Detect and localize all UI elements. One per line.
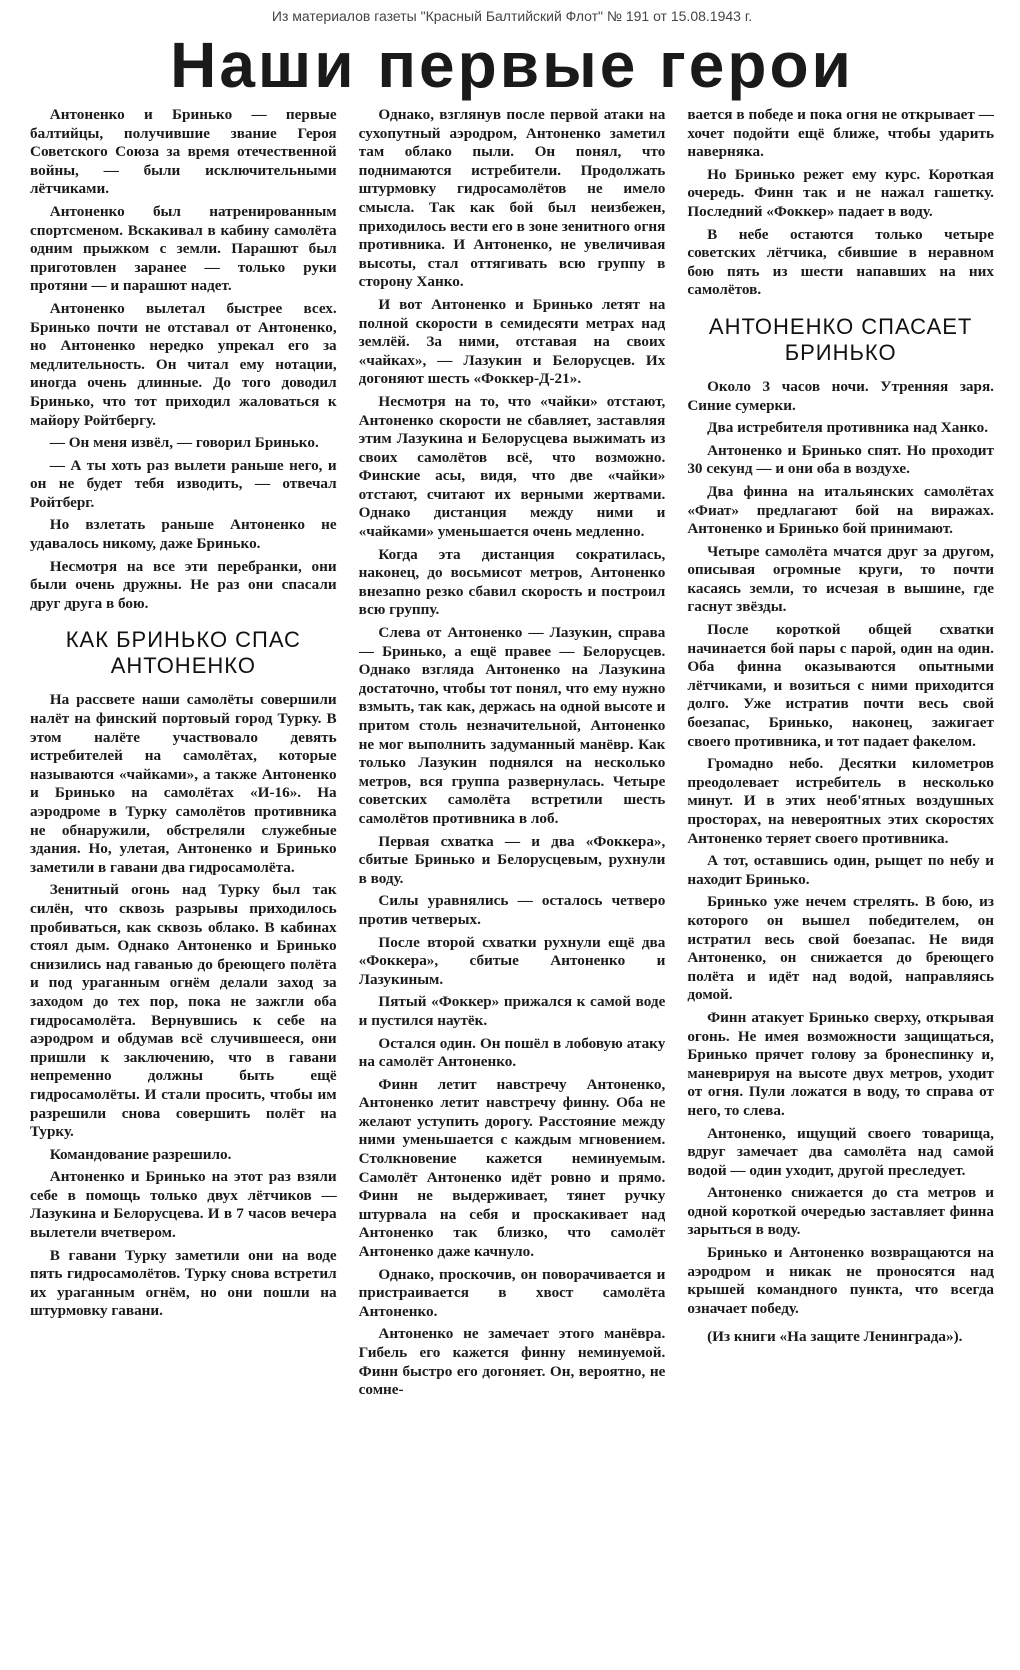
paragraph: Однако, проскочив, он поворачивается и пристраивается в хвост самолёта Антоненко. [358, 1265, 666, 1320]
paragraph: Антоненко и Бринько на этот раз взяли себе в помощь только двух лётчиков — Лазукина и Белорусцева. И в 7 часов вечера вылетели вчетвером. [30, 1168, 337, 1242]
paragraph: Однако, взглянув после первой атаки на сухопутный аэродром, Антоненко заметил там облако пыли. Он понял, что поднимаются истребители. Продолжать штурмовку гидросамолётов не имело смысла. Так как бой был неизбежен, приходилось вести его в зоне зенитного огня противника. И Антоненко, не увеличивая высоты, стал оттягивать всю группу в сторону Ханко. [358, 106, 666, 291]
paragraph: Пятый «Фоккер» прижался к самой воде и пустился наутёк. [358, 993, 666, 1029]
paragraph: Первая схватка — и два «Фоккера», сбитые Бринько и Белорусцевым, рухнули в воду. [358, 832, 666, 887]
paragraph: После второй схватки рухнули ещё два «Фоккера», сбитые Антоненко и Лазукиным. [358, 933, 666, 988]
column-1 [30, 106, 337, 1654]
paragraph: А тот, оставшись один, рыщет по небу и находит Бринько. [687, 852, 994, 888]
column-3 [687, 106, 994, 1654]
subheading-antonenko-saves-brinko: АНТОНЕНКО СПАСАЕТ БРИНЬКО [708, 313, 973, 365]
paragraph: В небе остаются только четыре советских лётчика, сбившие в неравном бою пять из шести напавших на них самолётов. [687, 225, 994, 299]
paragraph: Финн атакует Бринько сверху, открывая огонь. Не имея возможности защищаться, Бринько прячет голову за бронеспинку и, маневрируя на высоте двух метров, уходит от огня. Пули ложатся в воду, то справа от него, то слева. [687, 1008, 994, 1119]
paragraph: Антоненко вылетал быстрее всех. Бринько почти не отставал от Антоненко, но Антоненко нередко упрекал его за медлительность. Он читал ему нотации, иногда очень длинные. До того доводил Бринько, что тот приходил жаловаться к майору Ройтбергу. [30, 299, 337, 429]
paragraph: Антоненко не замечает этого манёвра. Гибель его кажется финну неминуемой. Финн быстро его догоняет. Он, вероятно, не сомне- [358, 1325, 666, 1399]
paragraph: Финн летит навстречу Антоненко, Антоненко летит навстречу финну. Оба не желают уступить дорогу. Расстояние между ними уменьшается с каждым мгновением. Столкновение кажется неминуемым. Самолёт Антоненко идёт ровно и прямо. Финн не выдерживает, тянет ручку штурвала на себя и проскакивает над Антоненко так близко, что самолёт Антоненко даже качнуло. [358, 1075, 666, 1261]
paragraph: Бринько уже нечем стрелять. В бою, из которого он вышел победителем, он истратил весь свой боезапас. Не видя Антоненко, он снижается до бреющего полёта и идёт над водой, направляясь домой. [687, 893, 994, 1004]
paragraph: Слева от Антоненко — Лазукин, справа — Бринько, а ещё правее — Белорусцев. Однако взгляда Антоненко на Лазукина достаточно, чтобы тот понял, что ему нужно взмыть, так как, держась на одной высоте и притом столь незначительной, Антоненко не мог выполнить задуманный манёвр. Как только Лазукин поднялся на несколько метров, вся группа развернулась. Четыре советских самолёта встретили шесть самолётов противника в лоб. [358, 624, 666, 827]
paragraph: На рассвете наши самолёты совершили налёт на финский портовый город Турку. В этом налёте участвовало девять истребителей на самолётах, которые называются «чайками», а также Антоненко и Бринько на самолётах «И-16». На аэродроме в Турку самолётов противника не обнаружили, обстреляли служебные здания. Но, улетая, Антоненко и Бринько заметили в гавани два гидросамолёта. [30, 691, 337, 876]
paragraph: — А ты хоть раз вылети раньше него, и он не будет тебя изводить, — отвечал Ройтберг. [30, 456, 337, 511]
paragraph: Когда эта дистанция сократилась, наконец, до восьмисот метров, Антоненко внезапно резко сбавил скорость и построил всю группу. [358, 545, 666, 619]
paragraph: Антоненко, ищущий своего товарища, вдруг замечает два самолёта над самой водой — один уходит, другой преследует. [687, 1124, 994, 1179]
paragraph: Несмотря на все эти перебранки, они были очень дружны. Не раз они спасали друг друга в бою. [30, 557, 337, 612]
paragraph: В гавани Турку заметили они на воде пять гидросамолётов. Турку снова встретил их ураганным огнём, но они пошли на штурмовку гавани. [30, 1246, 337, 1320]
paragraph: Два истребителя противника над Ханко. [707, 419, 989, 437]
paragraph: Бринько и Антоненко возвращаются на аэродром и никак не проносятся над крышей командного пункта, что всегда означает победу. [687, 1244, 994, 1317]
paragraph: Около 3 часов ночи. Утренняя заря. Синие сумерки. [687, 377, 994, 414]
source-line: Из материалов газеты "Красный Балтийский Флот" № 191 от 15.08.1943 г. [271, 8, 753, 24]
paragraph: Антоненко был натренированным спортсменом. Вскакивал в кабину самолёта одним прыжком с земли. Парашют был приготовлен заранее — только руки протяни — и парашют надет. [30, 202, 337, 295]
paragraph: Зенитный огонь над Турку был так силён, что сквозь разрывы приходилось пробиваться, как сквозь облако. В кабинах стоял дым. Однако Антоненко и Бринько снизились над гаванью до бреющего полёта и под ураганным огнём делали заход за заходом до тех пор, пока не зажгли оба гидросамолёта. Вернувшись к себе на аэродром и обдумав всё случившееся, они пришли к заключению, что в гавани непременно должны быть ещё гидросамолёты. И стали просить, чтобы им разрешили снова совершить полёт на Турку. [30, 881, 337, 1141]
paragraph: вается в победе и пока огня не открывает — хочет подойти ещё ближе, чтобы ударить наверняка. [687, 106, 994, 161]
paragraph: Несмотря на то, что «чайки» отстают, Антоненко скорости не сбавляет, заставляя этим Лазукина и Белорусцева выжимать из своих самолётов всё, что возможно. Финские асы, видя, что две «чайки» отстают, считают их верными жертвами. Однако дистанция между ними и «чайками» уменьшается очень медленно. [358, 392, 666, 541]
article-columns [30, 106, 994, 1654]
paragraph: Четыре самолёта мчатся друг за другом, описывая огромные круги, то почти касаясь земли, то исчезая в вышине, где гаснут звёзды. [687, 542, 994, 616]
paragraph: Но Бринько режет ему курс. Короткая очередь. Финн так и не нажал гашетку. Последний «Фоккер» падает в воду. [687, 165, 994, 220]
paragraph: Два финна на итальянских самолётах «Фиат» предлагают бой на виражах. Антоненко и Бринько бой принимают. [687, 482, 994, 538]
subheading-brinko-saves-antonenko: КАК БРИНЬКО СПАС АНТОНЕНКО [65, 627, 301, 679]
paragraph: Громадно небо. Десятки километров преодолевает истребитель в несколько минут. И в этих необ'ятных воздушных просторах, на невероятных этих скоростях Антоненко теряет своего противника. [687, 755, 994, 847]
paragraph: Антоненко и Бринько спят. Но проходит 30 секунд — и они оба в воздухе. [687, 441, 994, 478]
paragraph: Но взлетать раньше Антоненко не удавалось никому, даже Бринько. [30, 516, 337, 553]
column-2 [359, 106, 666, 1654]
headline: Наши первые герои [170, 29, 854, 101]
paragraph: После короткой общей схватки начинается бой пары с парой, один на один. Оба финна оказываются опытными лётчиками, и возиться с ними приходится долго. Уже истратив почти весь свой боезапас, Бринько, наконец, зажигает своего противника, и тот падает факелом. [687, 621, 994, 750]
paragraph: Антоненко и Бринько — первые балтийцы, получившие звание Героя Советского Союза за время отечественной войны, — были исключительными лётчиками. [30, 106, 337, 198]
source-credit: (Из книги «На защите Ленинграда»). [707, 1328, 963, 1346]
paragraph: Антоненко снижается до ста метров и одной короткой очередью заставляет финна зарыться в воду. [687, 1184, 994, 1239]
paragraph: И вот Антоненко и Бринько летят на полной скорости в семидесяти метрах над землёй. За ними, отставая на своих «чайках», — Лазукин и Белорусцев. Их догоняют шесть «Фоккер-Д-21». [358, 295, 666, 388]
paragraph: Силы уравнялись — осталось четверо против четверых. [358, 892, 666, 928]
paragraph: Остался один. Он пошёл в лобовую атаку на самолёт Антоненко. [358, 1034, 666, 1071]
paragraph: Командование разрешило. [49, 1145, 232, 1163]
paragraph: — Он меня извёл, — говорил Бринько. [49, 434, 319, 452]
